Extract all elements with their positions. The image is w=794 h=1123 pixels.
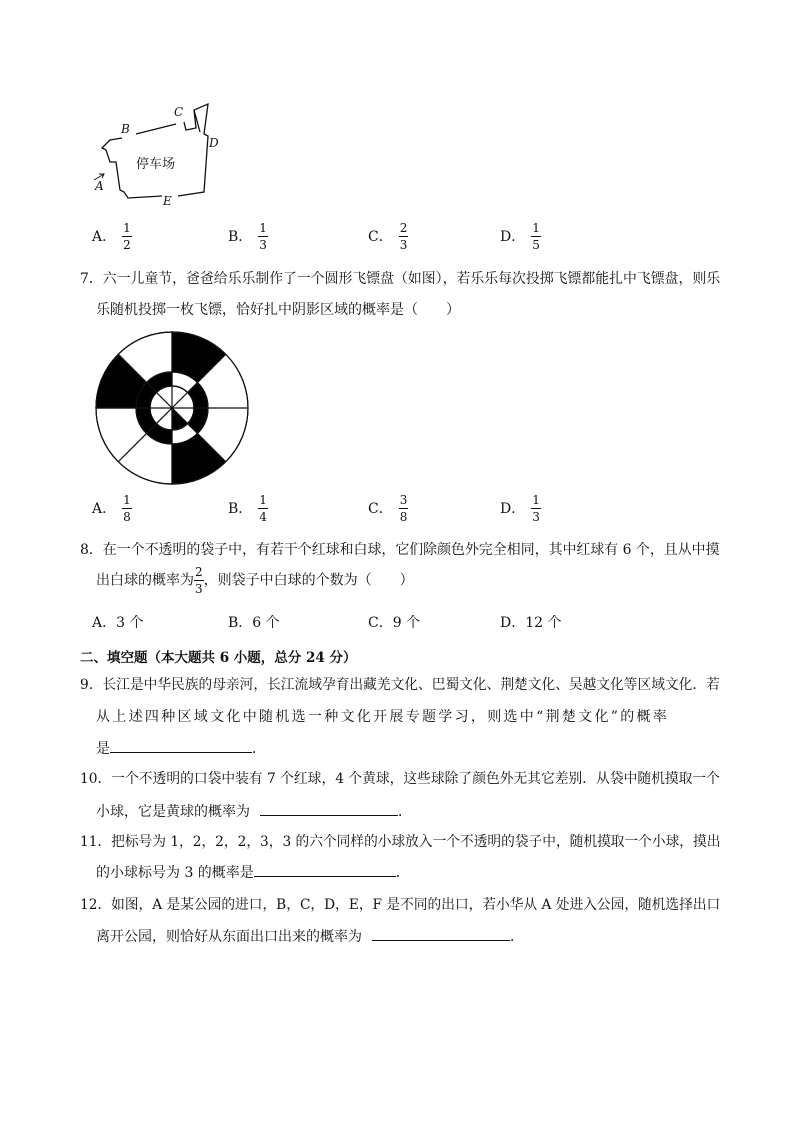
q7-option-c[interactable] — [368, 494, 408, 523]
q8-option-d[interactable]: D．12 个 — [500, 615, 562, 631]
point-label-a: A — [95, 179, 104, 193]
q7-option-b-fraction: $\frac{1}{4}$ — [259, 493, 267, 524]
q7-option-d[interactable] — [500, 494, 541, 523]
parking-lot-figure — [88, 100, 228, 212]
section-title-fill-in: 二、填空题（本大题共 6 小题，总分 24 分） — [80, 650, 357, 666]
q12-line-1: 12．如图，A 是某公园的进口，B，C，D，E，F 是不同的出口，若小华从 A 处进入公园，随机选择出口 — [80, 897, 721, 913]
q10-line-2-after: ． — [398, 804, 412, 820]
q9-line-3-before: 是 — [96, 741, 110, 757]
q8-line-2 — [96, 566, 414, 595]
q8-line-2-after: ，则袋子中白球的个数为（ ） — [203, 572, 414, 589]
q10-line-2 — [96, 801, 412, 821]
q11-line-2-after: ． — [395, 865, 410, 881]
point-label-c: C — [174, 105, 184, 119]
q12-line-2-after: ． — [510, 929, 524, 945]
q6-option-a[interactable] — [92, 222, 132, 251]
q8-line-2-before: 出白球的概率为 — [96, 572, 194, 589]
q12-answer-blank[interactable] — [372, 926, 510, 941]
q7-option-d-letter: D． — [500, 500, 526, 517]
q7-line-2: 乐随机投掷一枚飞镖，恰好扎中阴影区域的概率是（ ） — [96, 302, 460, 318]
q6-option-d[interactable] — [500, 222, 541, 251]
q11-line-2-before: 的小球标号为 3 的概率是 — [96, 865, 254, 881]
q8-line-1: 8．在一个不透明的袋子中，有若干个红球和白球，它们除颜色外完全相同，其中红球有 6 个，且从中摸 — [80, 542, 720, 558]
q9-line-1: 9．长江是中华民族的母亲河，长江流域孕育出藏羌文化、巴蜀文化、荆楚文化、吴越文化等区域文化．若 — [80, 677, 720, 693]
q7-option-a[interactable] — [92, 494, 132, 523]
q6-option-a-letter: A． — [92, 228, 117, 245]
q9-line-2: 从上述四种区域文化中随机选一种文化开展专题学习，则选中“荆楚文化”的概率 — [96, 709, 670, 725]
q7-option-b-letter: B． — [228, 500, 253, 517]
q7-option-d-fraction: $\frac{1}{3}$ — [532, 493, 540, 524]
q10-answer-blank[interactable] — [260, 801, 398, 816]
q7-line-1: 7．六一儿童节，爸爸给乐乐制作了一个圆形飞镖盘（如图），若乐乐每次投掷飞镖都能扎中飞镖盘，则乐 — [80, 271, 721, 287]
q11-line-2 — [96, 862, 410, 882]
q9-line-3 — [96, 738, 266, 758]
q12-line-2-before: 离开公园，则恰好从东面出口出来的概率为 — [96, 929, 362, 945]
q8-option-a[interactable]: A．3 个 — [92, 615, 144, 631]
q12-line-2 — [96, 926, 524, 946]
q6-option-b-fraction: $\frac{1}{3}$ — [259, 221, 267, 252]
q11-line-1: 11．把标号为 1，2，2，2，3，3 的六个同样的小球放入一个不透明的袋子中，随机摸取一个小球，摸出 — [80, 834, 721, 850]
parking-lot-label: 停车场 — [136, 157, 176, 172]
q7-option-c-fraction: $\frac{3}{8}$ — [399, 493, 408, 524]
q7-option-b[interactable] — [228, 494, 268, 523]
dartboard-figure — [92, 328, 252, 488]
q6-option-d-letter: D． — [500, 228, 526, 245]
q7-option-a-letter: A． — [92, 500, 117, 517]
q6-option-d-fraction: $\frac{1}{5}$ — [532, 221, 540, 252]
q7-option-c-letter: C． — [368, 500, 393, 517]
q6-option-a-fraction: $\frac{1}{2}$ — [123, 221, 131, 252]
q8-option-b[interactable]: B．6 个 — [228, 615, 280, 631]
q10-line-2-before: 小球，它是黄球的概率为 — [96, 804, 250, 820]
point-label-d: D — [209, 136, 219, 150]
q8-fraction: $\frac{2}{3}$ — [195, 565, 203, 596]
q6-option-c-fraction: $\frac{2}{3}$ — [399, 221, 408, 252]
q6-option-c[interactable] — [368, 222, 408, 251]
q6-option-b[interactable] — [228, 222, 268, 251]
point-label-b: B — [121, 122, 130, 136]
q6-option-b-letter: B． — [228, 228, 253, 245]
q9-line-3-after: ． — [252, 741, 266, 757]
q7-option-a-fraction: $\frac{1}{8}$ — [123, 493, 131, 524]
q6-option-c-letter: C． — [368, 228, 393, 245]
q8-option-c[interactable]: C．9 个 — [368, 615, 421, 631]
q9-answer-blank[interactable] — [110, 738, 252, 753]
point-label-e: E — [163, 194, 172, 208]
q10-line-1: 10．一个不透明的口袋中装有 7 个红球，4 个黄球，这些球除了颜色外无其它差别．从袋中随机摸取一个 — [80, 771, 720, 787]
q11-answer-blank[interactable] — [254, 862, 396, 877]
